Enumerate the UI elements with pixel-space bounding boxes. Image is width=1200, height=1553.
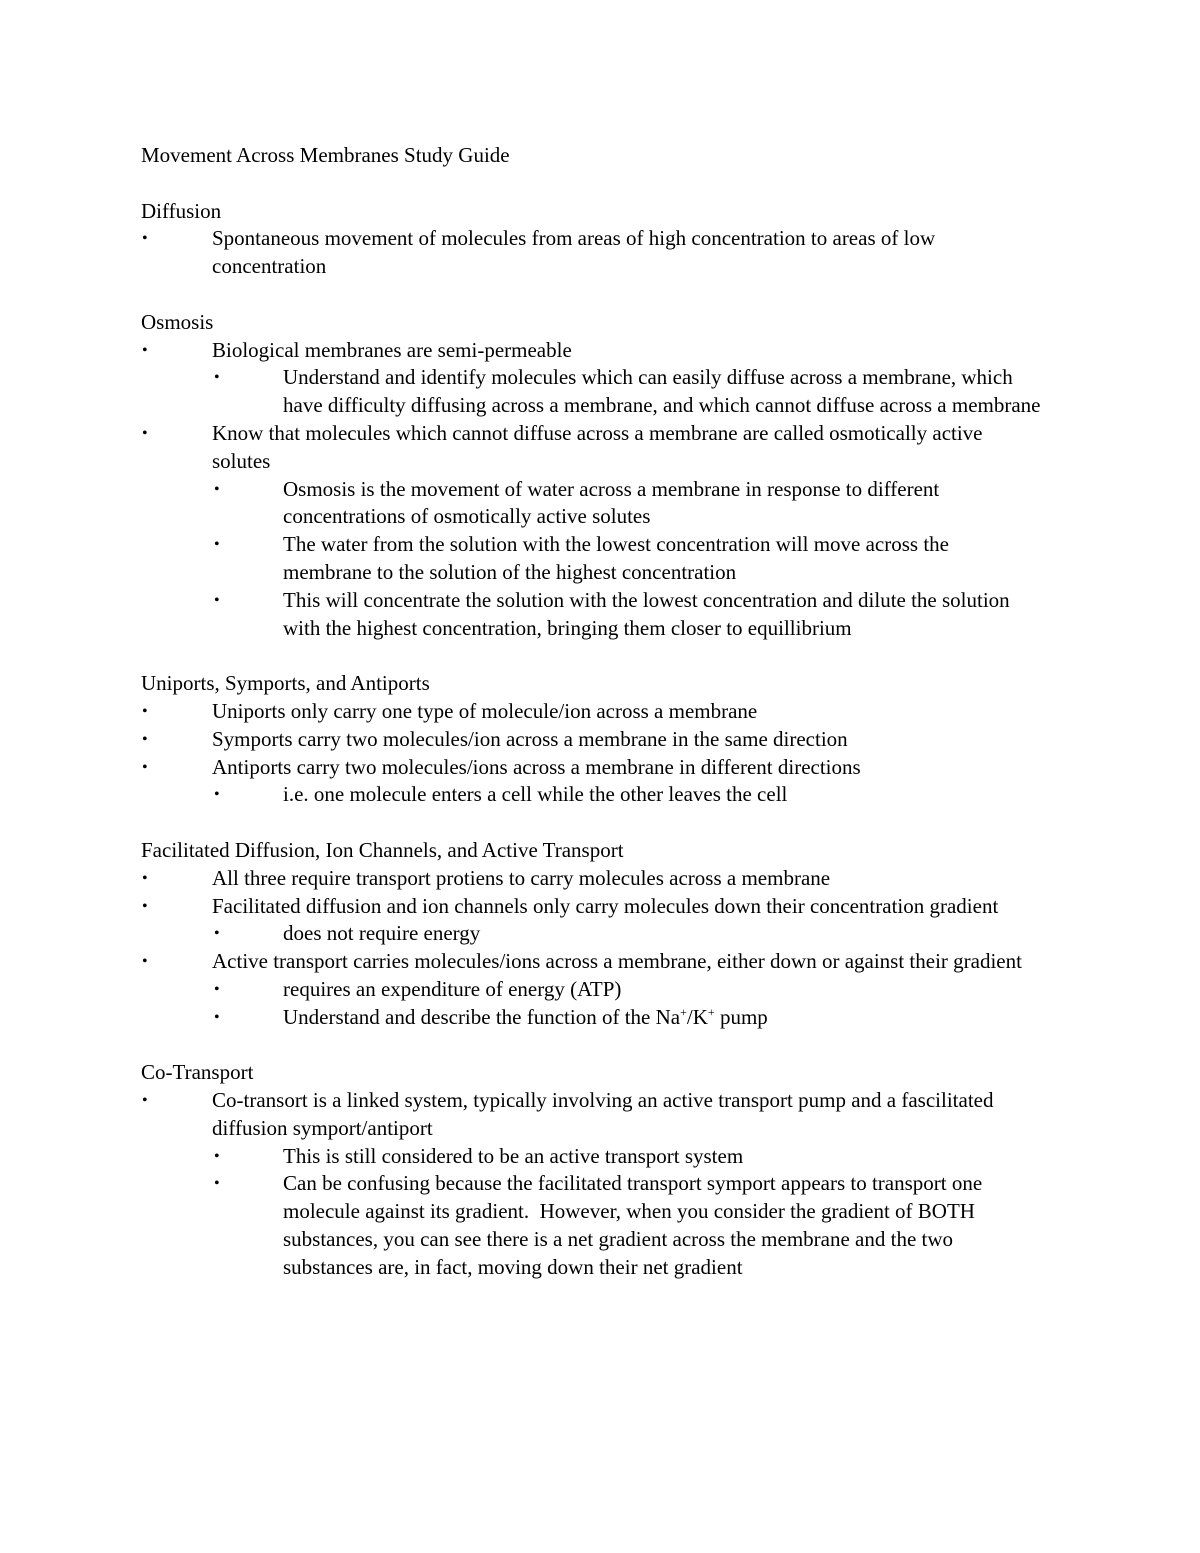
list-item [141, 531, 1041, 587]
bullet-icon: • [214, 369, 220, 387]
list-item [141, 698, 1041, 726]
list-item-text: Uniports only carry one type of molecule/ion across a membrane [212, 698, 758, 723]
list-item [141, 976, 1041, 1004]
section-facilitated [141, 837, 1041, 1032]
bullet-icon: • [214, 925, 220, 943]
list-item [141, 1170, 1041, 1281]
pump-text-middle: /K [686, 1004, 708, 1029]
list-item-text: Co-transort is a linked system, typically involving an active transport pump and a fascilitated diffusion symport/antiport [212, 1088, 994, 1140]
bullet-icon: • [214, 591, 220, 609]
bullet-icon: • [142, 424, 148, 442]
list-item [141, 1143, 1041, 1171]
section-heading-osmosis: Osmosis [141, 309, 214, 334]
list-item-text: i.e. one molecule enters a cell while the other leaves the cell [283, 782, 788, 807]
list-item [141, 476, 1041, 532]
list-item-text: Know that molecules which cannot diffuse across a membrane are called osmotically active solutes [212, 420, 983, 473]
list-item [141, 754, 1041, 782]
list-item [141, 225, 1041, 281]
section-cotransport [141, 1059, 1041, 1281]
bullet-icon: • [142, 702, 148, 720]
list-item-text: Symports carry two molecules/ion across a membrane in the same direction [212, 726, 848, 751]
pump-text-prefix: Understand and describe the function of the Na [283, 1004, 681, 1029]
bullet-icon: • [142, 1092, 148, 1110]
document-page [141, 142, 1041, 1309]
list-item-text: The water from the solution with the lowest concentration will move across the membrane to the solution of the highest concentration [283, 532, 949, 584]
list-item [141, 1004, 1041, 1032]
list-item-text: This will concentrate the solution with the lowest concentration and dilute the solution with the highest concentration, bringing them closer to equillibrium [283, 587, 1010, 640]
list-item-text: Understand and identify molecules which can easily diffuse across a membrane, which have difficulty diffusing across a membrane, and which cannot diffuse across a membrane [283, 365, 1041, 418]
bullet-icon: • [142, 869, 148, 887]
bullet-icon: • [214, 980, 220, 998]
list-item-text: Spontaneous movement of molecules from areas of high concentration to areas of low concentration [212, 226, 936, 279]
list-item [141, 920, 1041, 948]
list-item-text [283, 1005, 768, 1029]
list-item-text: Facilitated diffusion and ion channels only carry molecules down their concentration gradient [212, 893, 999, 918]
section-diffusion [141, 198, 1041, 281]
bullet-icon: • [142, 897, 148, 915]
list-item [141, 865, 1041, 893]
list-item-text: All three require transport protiens to carry molecules across a membrane [212, 865, 831, 890]
list-item [141, 337, 1041, 365]
bullet-icon: • [214, 536, 220, 554]
list-item [141, 1087, 1041, 1143]
list-item-text: This is still considered to be an active transport system [283, 1143, 744, 1168]
list-item-text: Osmosis is the movement of water across a membrane in response to different concentrations of osmotically active solutes [283, 476, 940, 529]
list-item-text: does not require energy [283, 921, 481, 946]
bullet-icon: • [142, 953, 148, 971]
bullet-icon: • [142, 730, 148, 748]
bullet-icon: • [214, 1175, 220, 1193]
section-ports [141, 670, 1041, 809]
section-heading-facilitated: Facilitated Diffusion, Ion Channels, and Active Transport [141, 837, 624, 862]
section-heading-ports: Uniports, Symports, and Antiports [141, 671, 430, 696]
superscript-plus: + [707, 1004, 715, 1019]
superscript-plus: + [680, 1004, 687, 1019]
document-title: Movement Across Membranes Study Guide [141, 143, 510, 167]
bullet-icon: • [214, 480, 220, 498]
list-item-text: Can be confusing because the facilitated transport symport appears to transport one molecule against its gradient. However, when you consider the gradient of BOTH substances, you can see there is a net gradient across the membrane and the two substances are, in fact, moving down their net gradient [283, 1171, 988, 1279]
list-item [141, 420, 1041, 476]
bullet-icon: • [142, 230, 148, 248]
list-item [141, 948, 1041, 976]
bullet-icon: • [142, 758, 148, 776]
bullet-icon: • [214, 1008, 220, 1026]
list-item [141, 781, 1041, 809]
section-heading-cotransport: Co-Transport [141, 1060, 254, 1085]
list-item-text: Biological membranes are semi-permeable [212, 337, 572, 362]
list-item [141, 893, 1041, 921]
list-item [141, 726, 1041, 754]
section-osmosis [141, 309, 1041, 643]
list-item [141, 587, 1041, 643]
bullet-icon: • [142, 341, 148, 359]
bullet-icon: • [214, 1147, 220, 1165]
list-item-text: Active transport carries molecules/ions across a membrane, either down or against their gradient [212, 949, 1022, 974]
list-item-text: requires an expenditure of energy (ATP) [283, 976, 622, 1001]
bullet-icon: • [214, 786, 220, 804]
section-heading-diffusion: Diffusion [141, 198, 222, 223]
list-item [141, 364, 1041, 420]
pump-text-suffix: pump [714, 1004, 768, 1029]
list-item-text: Antiports carry two molecules/ions across a membrane in different directions [212, 754, 861, 779]
